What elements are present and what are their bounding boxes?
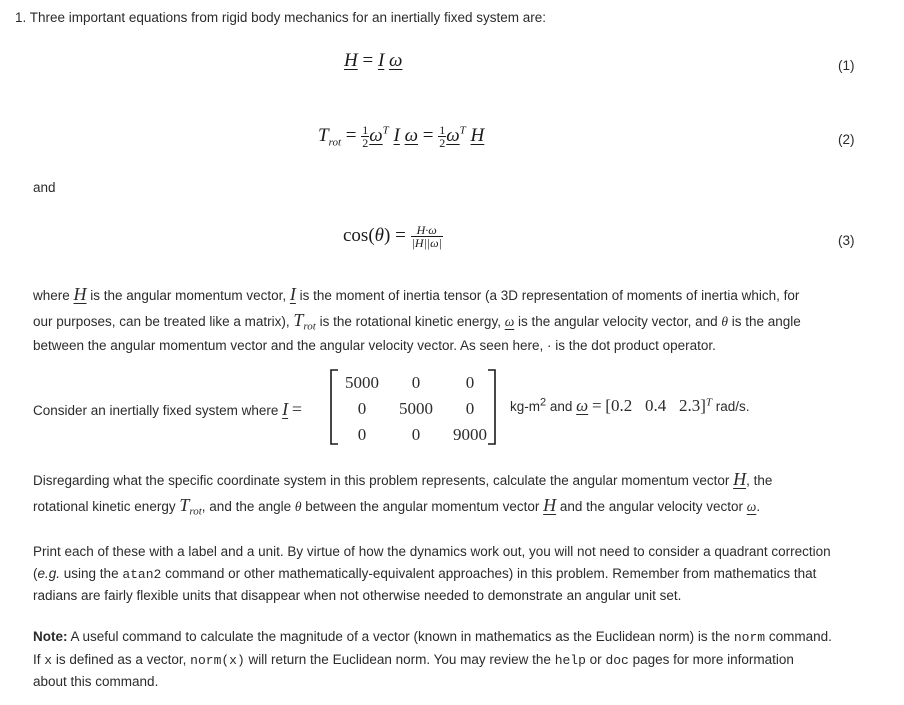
print-line-1: Print each of these with a label and a unit. By virtue of how the dynamics work out, you will not need to consider a quadrant correction [33,544,831,559]
disregard-omega: ω [746,499,757,514]
consider-equals: = [291,399,303,419]
note-l2-a: If [33,651,45,667]
matrix-cell: 0 [411,425,421,444]
eq3-theta: θ [374,224,384,246]
where-line-2 [33,308,893,334]
disregard-theta: θ [294,499,302,514]
where-paragraph [33,282,893,358]
note-l2-d: or [585,651,606,667]
note-l2-c: will return the Euclidean norm. You may review the [244,651,555,667]
eq2-omega-2: ω [404,124,419,146]
note-l1-b: command. [765,629,832,644]
matrix-cell: 0 [465,399,475,418]
eq2-half-den: 2 [362,136,369,150]
matrix-cell: 5000 [399,399,433,418]
note-l1-a: A useful command to calculate the magnitude of a vector (known in mathematics as the Euclidean norm) is the [67,629,734,644]
where-l1-c: is the moment of inertia tensor (a 3D representation of moments of inertia which, for [295,288,800,303]
eq2-sup-T: T [382,124,389,137]
eq2-T: T [318,124,329,146]
where-line-1 [33,282,893,308]
omega-vector: [0.2 0.4 2.3] [605,396,706,415]
consider-I: I [282,399,289,419]
eq2-I: I [393,124,400,146]
consider-omega: ω [576,396,589,415]
eq2-equals-1: = [345,124,357,146]
eq1-equals: = [362,50,374,71]
disregard-l1-b: , the [746,473,773,488]
and-label: and [33,180,56,195]
where-T-sub: rot [303,320,316,333]
consider-suffix [510,396,750,416]
print-l2-a: ( [33,565,38,581]
unit-sup: 2 [540,396,547,409]
consider-and: and [546,399,577,414]
consider-prefix [33,399,302,420]
note-label: Note: [33,629,68,644]
eq1-H: H [344,50,358,71]
matrix-cell: 5000 [345,373,379,392]
unit-rads: rad/s. [712,399,750,414]
unit-kgm: kg-m [510,399,540,414]
where-I: I [289,284,296,304]
disregard-l1-a: Disregarding what the specific coordinate system in this problem represents, calculate the angular momentum vector [33,473,734,488]
print-l2-b: using the [60,565,123,581]
where-T: T [293,310,304,330]
equation-3 [343,224,443,249]
disregard-paragraph [33,467,893,519]
eq3-fraction [411,224,443,249]
disregard-H-2: H [543,495,557,515]
where-l2-c: is the angular velocity vector, and [514,314,722,329]
eq3-numerator: H·ω [411,224,443,237]
eq2-omega-3: ω [446,124,460,146]
note-code-doc: doc [605,652,629,668]
matrix-cell: 0 [357,425,367,444]
problem-intro: Three important equations from rigid body mechanics for an inertially fixed system are: [29,10,547,25]
where-H: H [73,284,87,304]
note-paragraph [33,626,893,693]
note-code-normx: norm(x) [190,652,245,668]
note-line-3: about this command. [33,674,159,689]
note-line-2 [33,649,893,672]
eq2-equals-2: = [422,124,434,146]
matrix-row [335,422,497,448]
equation-1 [344,50,402,72]
print-line-2 [33,563,893,586]
eq1-number: (1) [838,58,855,73]
disregard-T-sub: rot [189,505,202,518]
note-l2-e: pages for more information [628,651,794,667]
where-theta: θ [721,314,729,329]
eq3-denominator: |H||ω| [411,236,442,250]
disregard-line-2 [33,493,893,519]
eq2-omega: ω [369,124,383,146]
where-l1-b: is the angular momentum vector, [86,288,290,303]
where-l2-d: is the angle [728,314,801,329]
eq1-omega: ω [389,50,403,71]
eq3-close: ) [384,224,391,246]
disregard-line-1 [33,467,893,493]
disregard-l2-a: rotational kinetic energy [33,499,180,514]
where-omega: ω [504,314,515,329]
vector-transpose: T [705,396,712,409]
eq2-half-num: 1 [362,123,369,137]
eq2-H: H [470,124,485,146]
print-paragraph [33,541,893,607]
eq3-equals: = [395,224,406,246]
disregard-l2-b: , and the angle [201,499,295,514]
eq2-T-sub: rot [328,136,342,149]
disregard-H: H [733,469,747,489]
print-eg: e.g. [37,565,61,581]
where-line-3: between the angular momentum vector and the angular velocity vector. As seen here, · is the dot product operator. [33,338,716,353]
eq2-sup-T-2: T [459,124,466,137]
matrix-cell: 0 [465,373,475,392]
note-code-help: help [554,652,586,668]
note-line-1 [33,626,893,649]
equation-2 [318,124,484,149]
matrix-cell: 0 [357,399,367,418]
matrix-row [335,396,497,422]
print-code-atan2: atan2 [122,566,162,582]
note-l2-b: is defined as a vector, [52,651,191,667]
consider-equals-2: = [591,396,602,415]
where-l2-a: our purposes, can be treated like a matrix), [33,314,294,329]
eq3-cos: cos( [343,224,375,246]
disregard-l2-c: between the angular momentum vector [301,499,544,514]
where-l2-b: is the rotational kinetic energy, [315,314,505,329]
eq2-number: (2) [838,132,855,147]
disregard-l2-e: . [756,499,761,514]
inertia-matrix [335,370,497,448]
disregard-T: T [179,495,190,515]
print-l2-c: command or other mathematically-equivalent approaches) in this problem. Remember from mathematics that [161,565,817,581]
eq2-half-num-2: 1 [439,123,446,137]
problem-number: 1. [15,10,27,25]
matrix-cell: 0 [411,373,421,392]
consider-text: Consider an inertially fixed system where [33,403,283,418]
matrix-cell: 9000 [453,425,487,444]
problem-header [15,10,546,25]
note-code-norm: norm [733,630,766,645]
print-line-3: radians are fairly flexible units that disappear when not otherwise needed to demonstrate an angular unit set. [33,588,682,603]
where-l1-a: where [33,288,74,303]
disregard-l2-d: and the angular velocity vector [556,499,747,514]
matrix-row [335,370,497,396]
eq1-I: I [377,50,385,71]
eq3-number: (3) [838,233,855,248]
eq2-half-den-2: 2 [439,136,446,150]
note-code-x: x [44,652,53,668]
